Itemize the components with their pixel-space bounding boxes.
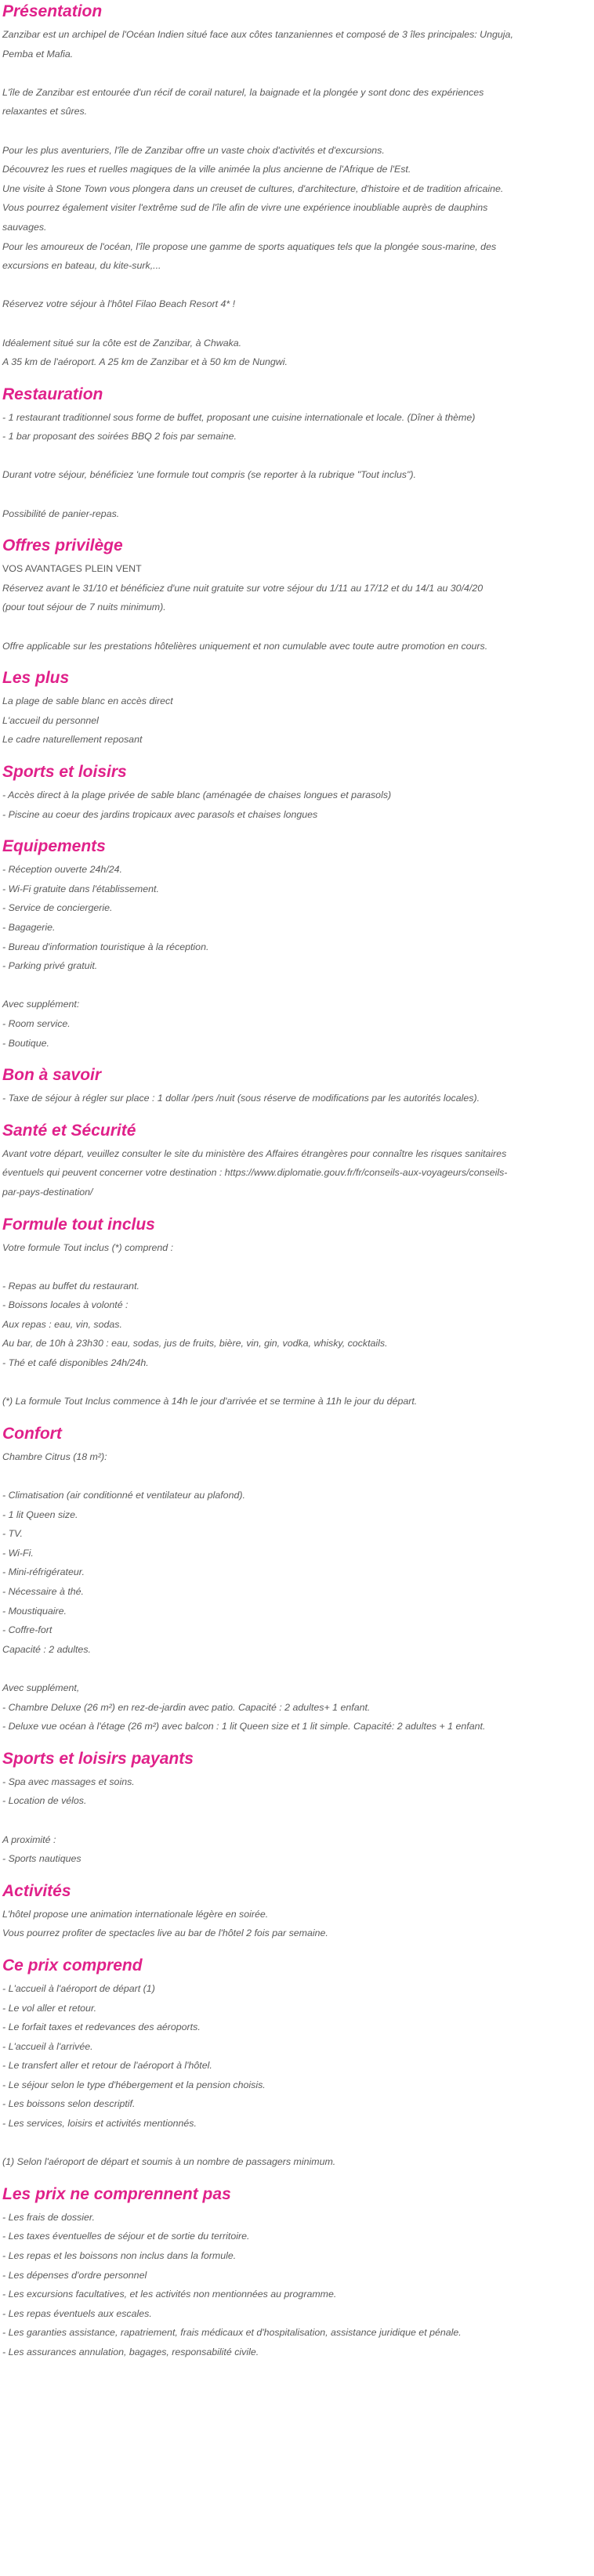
section-spacer <box>2 824 592 835</box>
text-line: Aux repas : eau, vin, sodas. <box>2 1318 122 1330</box>
blank-line <box>2 1466 592 1486</box>
text-line: - Repas au buffet du restaurant. <box>2 1280 139 1292</box>
blank-line <box>2 1373 592 1393</box>
section-8 <box>2 1213 592 1422</box>
text-line: - L'accueil à l'arrivée. <box>2 2040 93 2052</box>
text-line: Offre applicable sur les prestations hôtelières uniquement et non cumulable avec toute autre promotion en cours. <box>2 640 488 652</box>
blank-line <box>2 1257 592 1277</box>
text-line: - Le transfert aller et retour de l'aéroport à l'hôtel. <box>2 2060 212 2072</box>
text-line: - Service de conciergerie. <box>2 902 113 914</box>
section-spacer <box>2 1053 592 1064</box>
text-line: Le cadre naturellement reposant <box>2 734 143 746</box>
text-line: - Deluxe vue océan à l'étage (26 m²) avec balcon : 1 lit Queen size et 1 lit simple. Capacité: 2 adultes + 1 enfant. <box>2 1721 486 1732</box>
text-line: - L'accueil à l'aéroport de départ (1) <box>2 1982 155 1994</box>
text-line: (*) La formule Tout Inclus commence à 14h le jour d'arrivée et se termine à 11h le jour du départ. <box>2 1396 418 1407</box>
text-line: Avec supplément: <box>2 999 80 1010</box>
section-spacer <box>2 523 592 534</box>
text-line: - Accès direct à la plage privée de sable blanc (aménagée de chaises longues et parasols) <box>2 789 392 800</box>
blank-line <box>2 276 592 295</box>
text-line: - Thé et café disponibles 24h/24h. <box>2 1357 149 1369</box>
text-line: - 1 bar proposant des soirées BBQ 2 fois par semaine. <box>2 431 237 443</box>
blank-line <box>2 314 592 334</box>
text-line: Réservez avant le 31/10 et bénéficiez d'une nuit gratuite sur votre séjour du 1/11 au 17/12 et du 14/1 au 30/4/20 <box>2 582 484 594</box>
text-line: A proximité : <box>2 1834 56 1845</box>
blank-line <box>2 2133 592 2153</box>
blank-line <box>2 617 592 637</box>
text-line: - Mini-réfrigérateur. <box>2 1566 85 1578</box>
blank-line <box>2 1811 592 1830</box>
blank-line <box>2 976 592 995</box>
text-line: - Les assurances annulation, bagages, responsabilité civile. <box>2 2347 259 2357</box>
text-line: Au bar, de 10h à 23h30 : eau, sodas, jus de fruits, bière, vin, gin, vodka, whisky, cocktails. <box>2 1338 388 1349</box>
text-line: Découvrez les rues et ruelles magiques de la ville animée la plus ancienne de l'Afrique de l'Est. <box>2 164 411 175</box>
text-line: - Les frais de dossier. <box>2 2211 95 2223</box>
section-4 <box>2 761 592 835</box>
section-spacer <box>2 1869 592 1880</box>
text-line: - Taxe de séjour à régler sur place : 1 dollar /pers /nuit (sous réserve de modifications par les autorités locales). <box>2 1093 480 1104</box>
section-title: Les plus <box>2 669 70 688</box>
text-line: - Coffre-fort <box>2 1624 53 1636</box>
text-line: - Le séjour selon le type d'hébergement et la pension choisis. <box>2 2079 266 2090</box>
text-line: - Bagagerie. <box>2 921 56 933</box>
section-12 <box>2 1954 592 2183</box>
text-line: - 1 restaurant traditionnel sous forme de buffet, proposant une cuisine internationale et locale. (Dîner à thème) <box>2 411 476 423</box>
text-line: - Les boissons selon descriptif. <box>2 2098 136 2110</box>
text-line: L'accueil du personnel <box>2 714 99 726</box>
text-line: - Les repas éventuels aux escales. <box>2 2307 152 2319</box>
section-spacer <box>2 750 592 761</box>
blank-line <box>2 121 592 141</box>
section-9 <box>2 1422 592 1747</box>
text-line: - Climatisation (air conditionné et ventilateur au plafond). <box>2 1490 245 1501</box>
blank-line <box>2 63 592 83</box>
text-line: relaxantes et sûres. <box>2 106 88 117</box>
section-title: Equipements <box>2 837 106 856</box>
text-line: - Parking privé gratuit. <box>2 960 98 972</box>
text-line: - Moustiquaire. <box>2 1605 67 1617</box>
text-line: - Le vol aller et retour. <box>2 2002 97 2014</box>
text-line: Votre formule Tout inclus (*) comprend : <box>2 1241 174 1253</box>
section-11 <box>2 1880 592 1954</box>
text-line: - Les services, loisirs et activités mentionnés. <box>2 2118 197 2130</box>
text-line: excursions en bateau, du kite-surk,... <box>2 260 161 272</box>
section-spacer <box>2 1202 592 1213</box>
text-line: par-pays-destination/ <box>2 1186 93 1198</box>
section-13 <box>2 2183 592 2373</box>
section-2 <box>2 534 592 667</box>
text-line: - 1 lit Queen size. <box>2 1508 78 1520</box>
text-line: Vous pourrez également visiter l'extrême sud de l'île afin de vivre une expérience inoubliable auprès de dauphins <box>2 202 488 214</box>
section-0 <box>2 0 592 383</box>
section-title: Santé et Sécurité <box>2 1121 136 1140</box>
text-line: - Spa avec massages et soins. <box>2 1776 135 1787</box>
text-line: - Sports nautiques <box>2 1853 81 1865</box>
text-line: - Room service. <box>2 1017 71 1029</box>
section-10 <box>2 1747 592 1880</box>
text-line: - Chambre Deluxe (26 m²) en rez-de-jardin avec patio. Capacité : 2 adultes+ 1 enfant. <box>2 1701 371 1713</box>
text-line: - TV. <box>2 1528 23 1540</box>
text-line: Réservez votre séjour à l'hôtel Filao Beach Resort 4* ! <box>2 298 236 310</box>
text-line: Vous pourrez profiter de spectacles live au bar de l'hôtel 2 fois par semaine. <box>2 1927 328 1939</box>
text-line: - Les repas et les boissons non inclus dans la formule. <box>2 2250 237 2262</box>
text-line: - Boissons locales à volonté : <box>2 1299 129 1311</box>
text-line: - Location de vélos. <box>2 1795 87 1807</box>
section-title: Sports et loisirs payants <box>2 1749 194 1768</box>
text-line: Avec supplément, <box>2 1682 80 1693</box>
section-title: Offres privilège <box>2 537 123 555</box>
section-title: Ce prix comprend <box>2 1956 143 1974</box>
text-line: - Wi-Fi. <box>2 1547 34 1559</box>
section-spacer <box>2 656 592 667</box>
text-line: - Les dépenses d'ordre personnel <box>2 2269 147 2281</box>
text-line: (pour tout séjour de 7 nuits minimum). <box>2 602 166 613</box>
section-title: Restauration <box>2 385 103 403</box>
text-line: - Wi-Fi gratuite dans l'établissement. <box>2 883 159 894</box>
section-title: Sports et loisirs <box>2 763 127 781</box>
section-title: Activités <box>2 1881 71 1900</box>
text-line: Chambre Citrus (18 m²): <box>2 1451 107 1462</box>
text-line: Possibilité de panier-repas. <box>2 508 120 519</box>
blank-line <box>2 485 592 504</box>
text-line: - Piscine au coeur des jardins tropicaux avec parasols et chaises longues <box>2 808 318 820</box>
section-3 <box>2 667 592 761</box>
section-title: Les prix ne comprennent pas <box>2 2184 231 2203</box>
text-line: Durant votre séjour, bénéficiez 'une formule tout compris (se reporter à la rubrique "Tout inclus"). <box>2 469 416 481</box>
text-line: L'île de Zanzibar est entourée d'un récif de corail naturel, la baignade et la plongée y sont donc des expériences <box>2 86 484 98</box>
text-line: Pour les plus aventuriers, l'île de Zanzibar offre un vaste choix d'activités et d'excursions. <box>2 144 385 156</box>
section-6 <box>2 1064 592 1119</box>
section-spacer <box>2 372 592 383</box>
section-spacer <box>2 1943 592 1954</box>
section-1 <box>2 383 592 535</box>
text-line: Une visite à Stone Town vous plongera dans un creuset de cultures, d'architecture, d'histoire et de tradition africaine. <box>2 182 504 194</box>
section-spacer <box>2 1736 592 1747</box>
text-line: - Nécessaire à thé. <box>2 1586 84 1597</box>
text-line: (1) Selon l'aéroport de départ et soumis à un nombre de passagers minimum. <box>2 2156 336 2168</box>
text-line: - Les taxes éventuelles de séjour et de sortie du territoire. <box>2 2231 250 2242</box>
section-spacer <box>2 2362 592 2373</box>
text-line: Pemba et Mafia. <box>2 48 74 60</box>
section-title: Bon à savoir <box>2 1066 102 1085</box>
section-spacer <box>2 1108 592 1119</box>
text-line: sauvages. <box>2 221 47 233</box>
text-line: Zanzibar est un archipel de l'Océan Indien situé face aux côtes tanzaniennes et composé de 3 îles principales: Unguja, <box>2 29 513 40</box>
section-5 <box>2 835 592 1064</box>
text-line: La plage de sable blanc en accès direct <box>2 695 173 707</box>
text-line: éventuels qui peuvent concerner votre destination : https://www.diplomatie.gouv.fr/fr/conseils-aux-voyageurs/conseils- <box>2 1167 508 1179</box>
text-line: L'hôtel propose une animation internationale légère en soirée. <box>2 1908 269 1920</box>
text-line: - Réception ouverte 24h/24. <box>2 864 122 876</box>
section-title: Confort <box>2 1424 62 1443</box>
blank-line <box>2 446 592 466</box>
blank-line <box>2 1659 592 1678</box>
text-line: - Les excursions facultatives, et les activités non mentionnées au programme. <box>2 2289 337 2300</box>
text-line: - Bureau d'information touristique à la réception. <box>2 941 209 952</box>
section-7 <box>2 1119 592 1213</box>
text-line: Idéalement situé sur la côte est de Zanzibar, à Chwaka. <box>2 337 242 349</box>
section-spacer <box>2 1411 592 1422</box>
text-line: Avant votre départ, veuillez consulter le site du ministère des Affaires étrangères pour connaître les risques sanitaires <box>2 1147 507 1159</box>
text-line: - Le forfait taxes et redevances des aéroports. <box>2 2021 201 2033</box>
text-line: Capacité : 2 adultes. <box>2 1643 91 1655</box>
section-spacer <box>2 2172 592 2183</box>
text-line: Pour les amoureux de l'océan, l'île propose une gamme de sports aquatiques tels que la plongée sous-marine, des <box>2 240 497 252</box>
section-title: Présentation <box>2 2 103 20</box>
section-title: Formule tout inclus <box>2 1215 155 1234</box>
text-line: VOS AVANTAGES PLEIN VENT <box>2 563 142 575</box>
text-line: - Boutique. <box>2 1037 49 1049</box>
text-line: A 35 km de l'aéroport. A 25 km de Zanzibar et à 50 km de Nungwi. <box>2 356 288 368</box>
text-line: - Les garanties assistance, rapatriement, frais médicaux et d'hospitalisation, assistance juridique et pénale. <box>2 2327 462 2339</box>
